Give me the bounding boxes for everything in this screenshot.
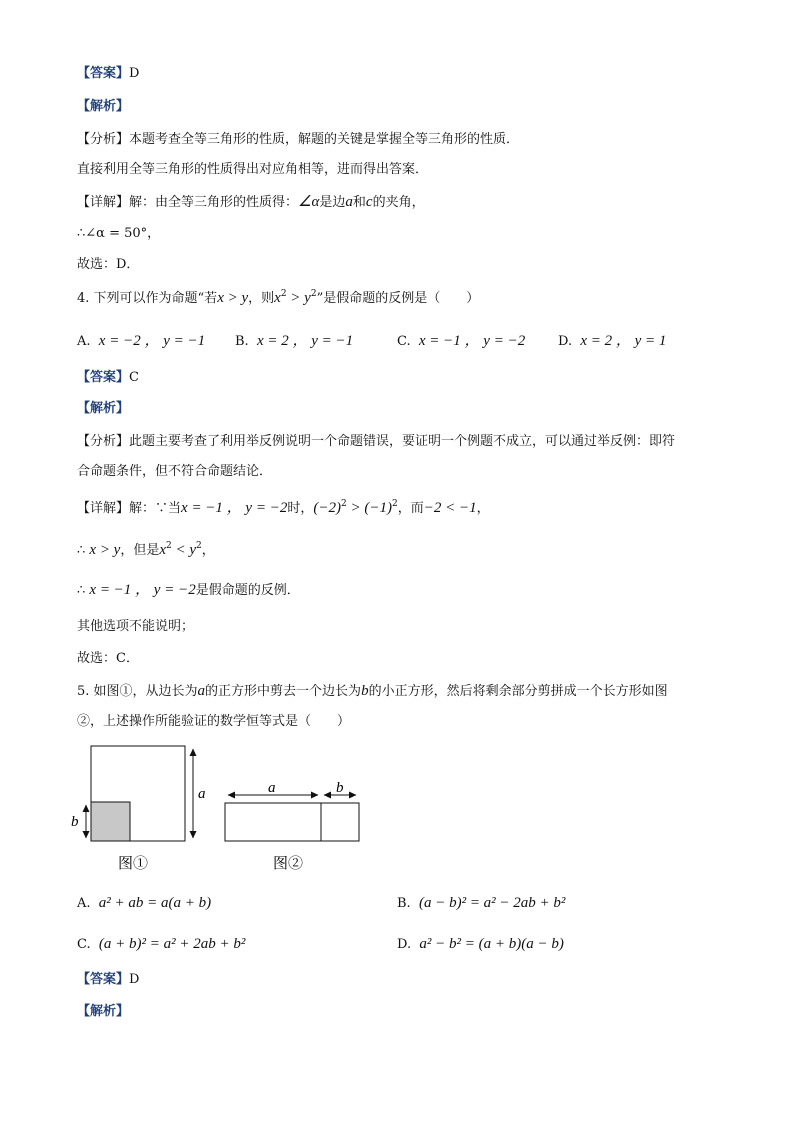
q4-answer-line: 【答案】C xyxy=(77,370,139,385)
q5-answer: D xyxy=(129,972,140,987)
q4-fenxi-line: 【分析】此题主要考查了利用举反例说明一个命题错误，要证明一个例题不成立，可以通过举反例：即符 xyxy=(77,434,676,449)
q3-detail-line: 【详解】解：由全等三角形的性质得：∠α是边a和c的夹角， xyxy=(77,194,425,210)
q5-answer-line: 【答案】D xyxy=(77,972,140,987)
figure-1 xyxy=(71,746,206,872)
q5-option-c: C. (a + b)² = a² + 2ab + b² xyxy=(77,936,246,952)
q5-stem-line2: ②，上述操作所能验证的数学恒等式是（ ） xyxy=(77,714,351,729)
long-rectangle xyxy=(225,803,359,841)
q3-fenxi-line2: 直接利用全等三角形的性质得出对应角相等，进而得出答案． xyxy=(77,162,429,177)
q3-therefore: ∴∠α = 50°， xyxy=(77,226,161,241)
q4-option-a: A. x = −2 ， y = −1 xyxy=(77,333,206,349)
fig2-label-a: a xyxy=(268,780,276,796)
fig2-label-b: b xyxy=(336,780,344,796)
small-square xyxy=(91,802,130,841)
answer-label: 【答案】 xyxy=(77,66,130,81)
q4-analysis-line: 【解析】 xyxy=(77,401,130,416)
q3-fenxi: 本题考查全等三角形的性质，解题的关键是掌握全等三角形的性质． xyxy=(129,132,520,147)
q5-option-d: D. a² − b² = (a + b)(a − b) xyxy=(397,936,564,952)
fig1-label-a: a xyxy=(198,786,206,802)
figure-2 xyxy=(225,780,359,872)
q5-stem-line1: 5. 如图①，从边长为a的正方形中剪去一个边长为b的小正方形，然后将剩余部分剪拼成一个长方形如图 xyxy=(77,683,668,699)
q4-option-b: B. x = 2 ， y = −1 xyxy=(235,333,354,349)
q4-other: 其他选项不能说明； xyxy=(77,619,195,634)
fig1-label-b: b xyxy=(71,814,79,830)
q5-option-b: B. (a − b)² = a² − 2ab + b² xyxy=(397,895,566,911)
fig2-caption: 图② xyxy=(273,856,304,872)
q5-analysis-line: 【解析】 xyxy=(77,1004,130,1019)
analysis-label: 【解析】 xyxy=(77,99,130,114)
q4-detail-line: 【详解】解：∵当x = −1 ， y = −2时，$(-2)^2 > (-1)^2$，而−2 < −1， xyxy=(77,499,490,516)
fenxi-label: 【分析】 xyxy=(77,132,130,147)
q4-option-d: D. x = 2 ， y = 1 xyxy=(558,333,667,349)
q4-option-c: C. x = −1 ， y = −2 xyxy=(397,333,526,349)
q4-stem: 4. 下列可以作为命题“若x > y，则$x^2 > y^2$”是假命题的反例是（ ） xyxy=(77,289,480,306)
q4-choose: 故选：C． xyxy=(77,651,139,666)
q3-answer: D xyxy=(129,66,140,81)
q3-choose: 故选：D． xyxy=(77,257,140,272)
q4-fenxi-line2: 合命题条件，但不符合命题结论． xyxy=(77,464,273,479)
q5-option-a: A. a² + ab = a(a + b) xyxy=(77,895,212,911)
xiangjie-label: 【详解】 xyxy=(77,195,130,210)
fig1-caption: 图① xyxy=(118,856,149,872)
q4-answer: C xyxy=(129,370,139,385)
q4-therefore-2: ∴ x = −1 ， y = −2是假命题的反例． xyxy=(77,582,300,598)
q4-therefore-1: ∴ x > y，但是$x^2 < y^2$， xyxy=(77,541,215,558)
